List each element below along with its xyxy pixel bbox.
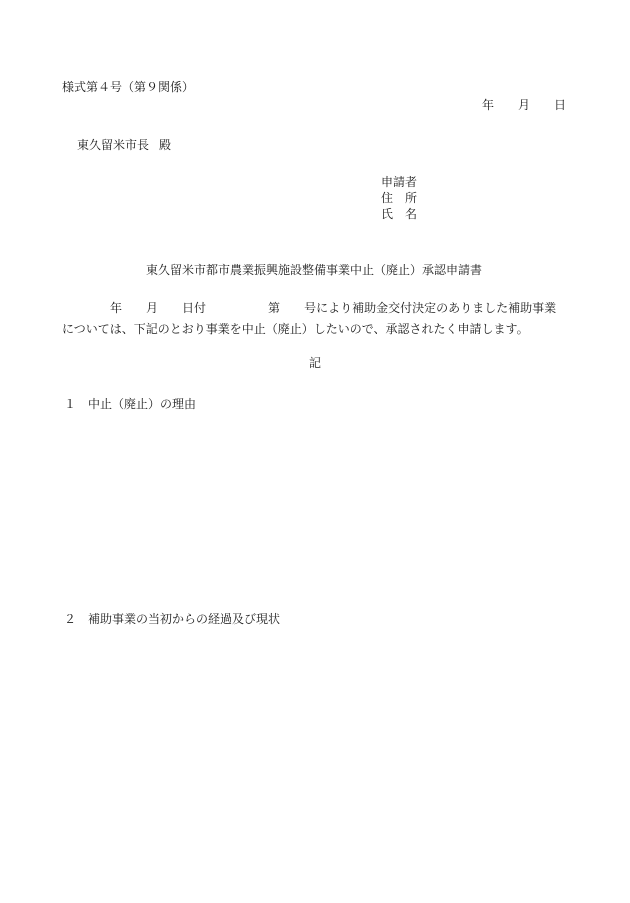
- addressee-honorific: 殿: [159, 138, 172, 152]
- section-number: ２: [64, 612, 77, 626]
- reason-blank-area[interactable]: [62, 420, 562, 600]
- section-number: １: [64, 397, 77, 411]
- addressee: [77, 138, 171, 152]
- document-title: 東久留米市都市農業振興施設整備事業中止（廃止）承認申請書: [146, 263, 483, 277]
- intro-date-suffix: 日付: [182, 301, 207, 315]
- section-title: 中止（廃止）の理由: [88, 397, 197, 411]
- progress-blank-area[interactable]: [62, 635, 562, 875]
- intro-month-label: 月: [146, 301, 159, 315]
- section-progress: [64, 612, 280, 626]
- intro-number-prefix: 第: [268, 301, 281, 315]
- section-reason: [64, 397, 196, 411]
- intro-year-label: 年: [110, 301, 123, 315]
- ki-heading: 記: [309, 356, 322, 370]
- date-month-label: 月: [518, 98, 531, 112]
- date-day-label: 日: [554, 98, 567, 112]
- intro-line1-text: 号により補助金交付決定のありました補助事業: [304, 301, 557, 315]
- applicant-label: 申請者: [381, 175, 418, 189]
- applicant-name-label: 氏 名: [381, 207, 418, 221]
- intro-paragraph: [62, 298, 556, 340]
- date-year-label: 年: [482, 98, 495, 112]
- applicant-block: [381, 174, 417, 222]
- form-number: 様式第４号（第９関係）: [62, 80, 195, 94]
- intro-line-2: については、下記のとおり事業を中止（廃止）したいので、承認されたく申請します。: [62, 322, 529, 336]
- intro-line-1: [62, 298, 556, 319]
- date-line: [482, 98, 566, 112]
- addressee-name: 東久留米市長: [77, 138, 150, 152]
- section-title: 補助事業の当初からの経過及び現状: [88, 612, 281, 626]
- applicant-address-label: 住 所: [381, 191, 418, 205]
